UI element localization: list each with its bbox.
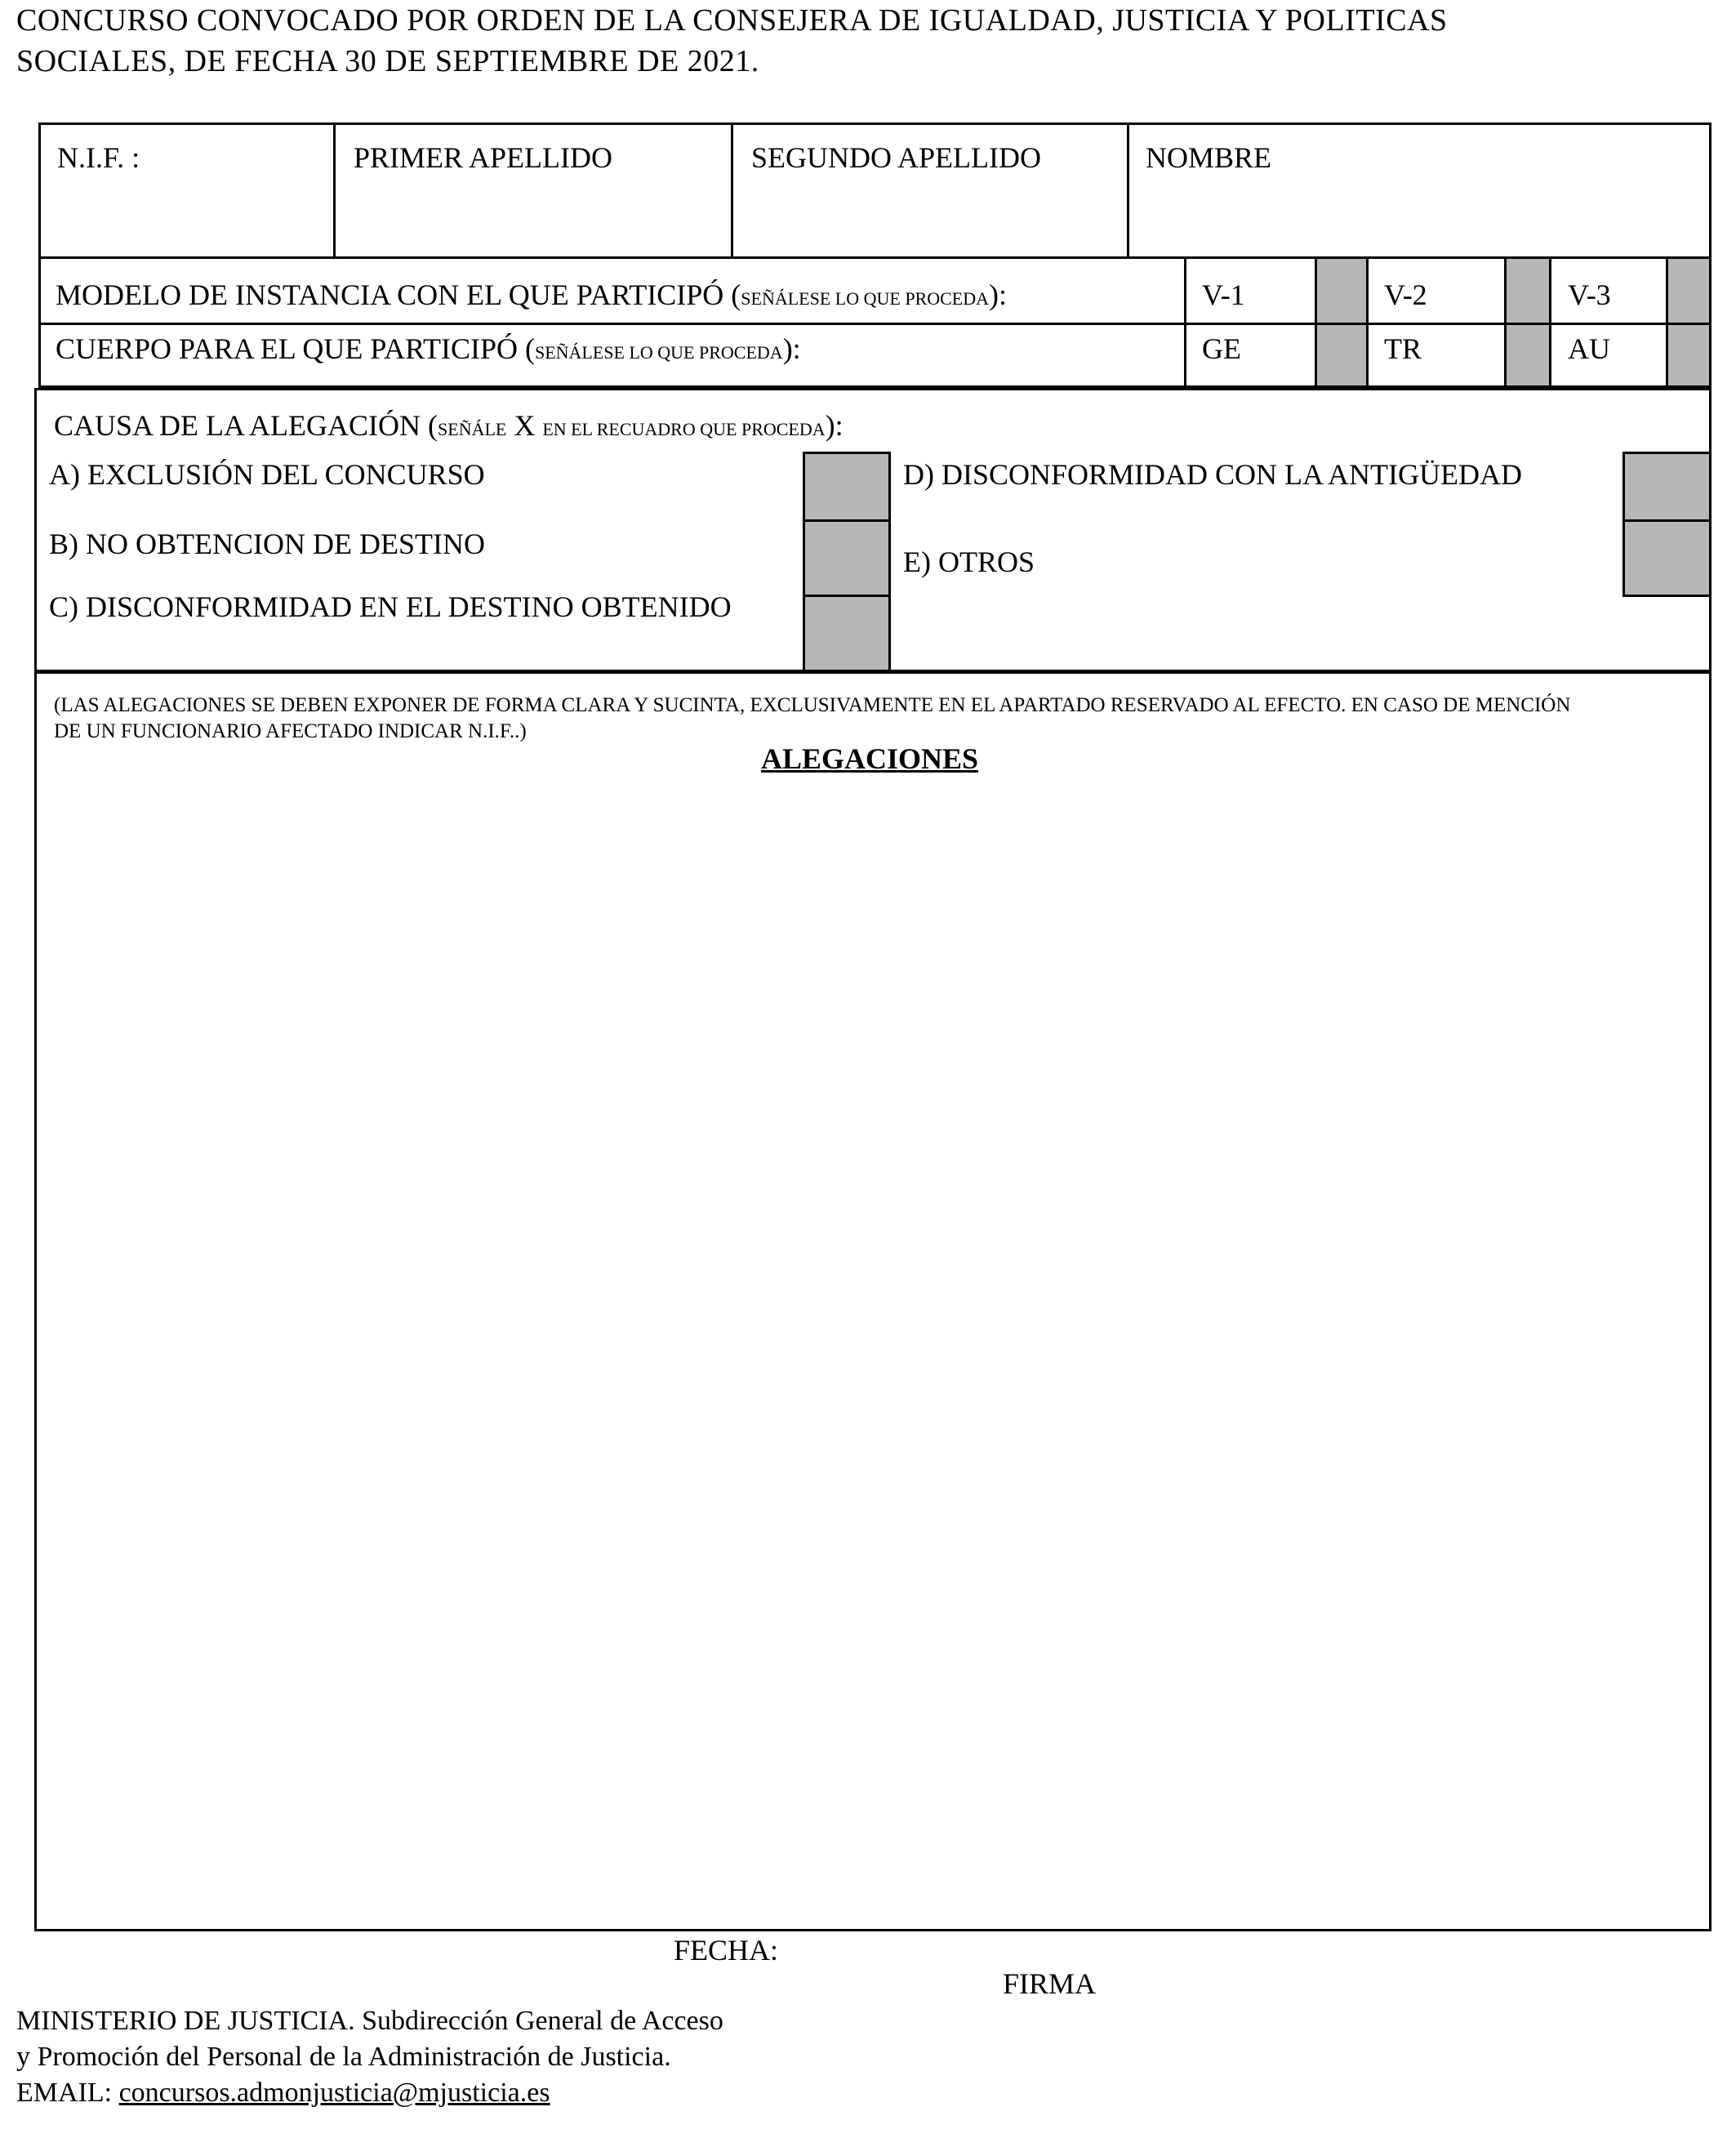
checkbox-v2[interactable] [1504, 256, 1551, 325]
footer-line-1: MINISTERIO DE JUSTICIA. Subdirección General de Acceso [16, 2006, 723, 2036]
causa-suffix: ): [825, 409, 844, 442]
modelo-label [56, 278, 1007, 312]
checkbox-c[interactable] [803, 595, 891, 674]
modelo-option-v2: V-2 [1384, 278, 1427, 311]
primer-apellido-field[interactable]: PRIMER APELLIDO [354, 141, 613, 174]
footer-email-link[interactable]: concursos.admonjusticia@mjusticia.es [118, 2078, 550, 2108]
cuerpo-option-ge: GE [1202, 332, 1241, 365]
checkbox-d[interactable] [1622, 452, 1712, 522]
cuerpo-hint: SEÑÁLESE LO QUE PROCEDA [534, 342, 783, 363]
nif-field[interactable]: N.I.F. : [57, 141, 140, 174]
option-e-label: E) OTROS [903, 546, 1035, 578]
checkbox-a[interactable] [803, 452, 891, 522]
divider [333, 122, 336, 259]
option-c-label: C) DISCONFORMIDAD EN EL DESTINO OBTENIDO [49, 590, 732, 623]
cuerpo-label [56, 332, 801, 366]
causa-hint-1: SEÑÁLE [438, 419, 507, 439]
alegaciones-heading: ALEGACIONES [761, 742, 979, 775]
divider [38, 323, 1712, 325]
alegaciones-note-line-2: DE UN FUNCIONARIO AFECTADO INDICAR N.I.F..) [54, 720, 527, 742]
divider [1184, 256, 1186, 388]
cuerpo-suffix: ): [782, 332, 801, 365]
option-a-label: A) EXCLUSIÓN DEL CONCURSO [49, 458, 485, 491]
checkbox-au[interactable] [1666, 323, 1712, 388]
option-d-label: D) DISCONFORMIDAD CON LA ANTIGÜEDAD [903, 458, 1523, 491]
cuerpo-option-tr: TR [1384, 332, 1422, 365]
footer-email-label: EMAIL: [16, 2078, 119, 2108]
cuerpo-label-text: CUERPO PARA EL QUE PARTICIPÓ ( [56, 332, 535, 365]
fecha-label: FECHA: [674, 1934, 779, 1967]
modelo-suffix: ): [989, 278, 1008, 311]
checkbox-v1[interactable] [1315, 256, 1369, 325]
nombre-field[interactable]: NOMBRE [1146, 141, 1272, 174]
checkbox-ge[interactable] [1315, 323, 1369, 388]
form-title-line-1: CONCURSO CONVOCADO POR ORDEN DE LA CONSEJERA DE IGUALDAD, JUSTICIA Y POLITICAS [16, 3, 1448, 38]
causa-hint-2: EN EL RECUADRO QUE PROCEDA [542, 419, 826, 439]
firma-label: FIRMA [1003, 1967, 1097, 2000]
footer-line-2: y Promoción del Personal de la Administración de Justicia. [16, 2042, 671, 2072]
causa-x: X [506, 409, 543, 442]
causa-label-text: CAUSA DE LA ALEGACIÓN ( [54, 409, 438, 442]
option-b-label: B) NO OBTENCION DE DESTINO [49, 528, 485, 560]
modelo-option-v3: V-3 [1568, 278, 1611, 311]
alegaciones-note-line-1: (LAS ALEGACIONES SE DEBEN EXPONER DE FORMA CLARA Y SUCINTA, EXCLUSIVAMENTE EN EL APARTADO RESERVADO AL EFECTO. EN CASO DE MENCIÓN [54, 694, 1571, 716]
divider [731, 122, 733, 259]
footer-email-line [16, 2075, 550, 2111]
cuerpo-option-au: AU [1568, 332, 1610, 365]
segundo-apellido-field[interactable]: SEGUNDO APELLIDO [751, 141, 1041, 174]
modelo-hint: SEÑÁLESE LO QUE PROCEDA [741, 288, 990, 309]
divider [1127, 122, 1129, 259]
checkbox-b[interactable] [803, 519, 891, 597]
modelo-label-text: MODELO DE INSTANCIA CON EL QUE PARTICIPÓ ( [56, 278, 741, 311]
checkbox-e[interactable] [1622, 519, 1712, 597]
alegaciones-area[interactable] [34, 670, 1712, 1931]
form-title-line-2: SOCIALES, DE FECHA 30 DE SEPTIEMBRE DE 2021. [16, 44, 759, 78]
causa-label [54, 408, 844, 443]
checkbox-tr[interactable] [1504, 323, 1551, 388]
checkbox-v3[interactable] [1666, 256, 1712, 325]
modelo-option-v1: V-1 [1202, 278, 1245, 311]
